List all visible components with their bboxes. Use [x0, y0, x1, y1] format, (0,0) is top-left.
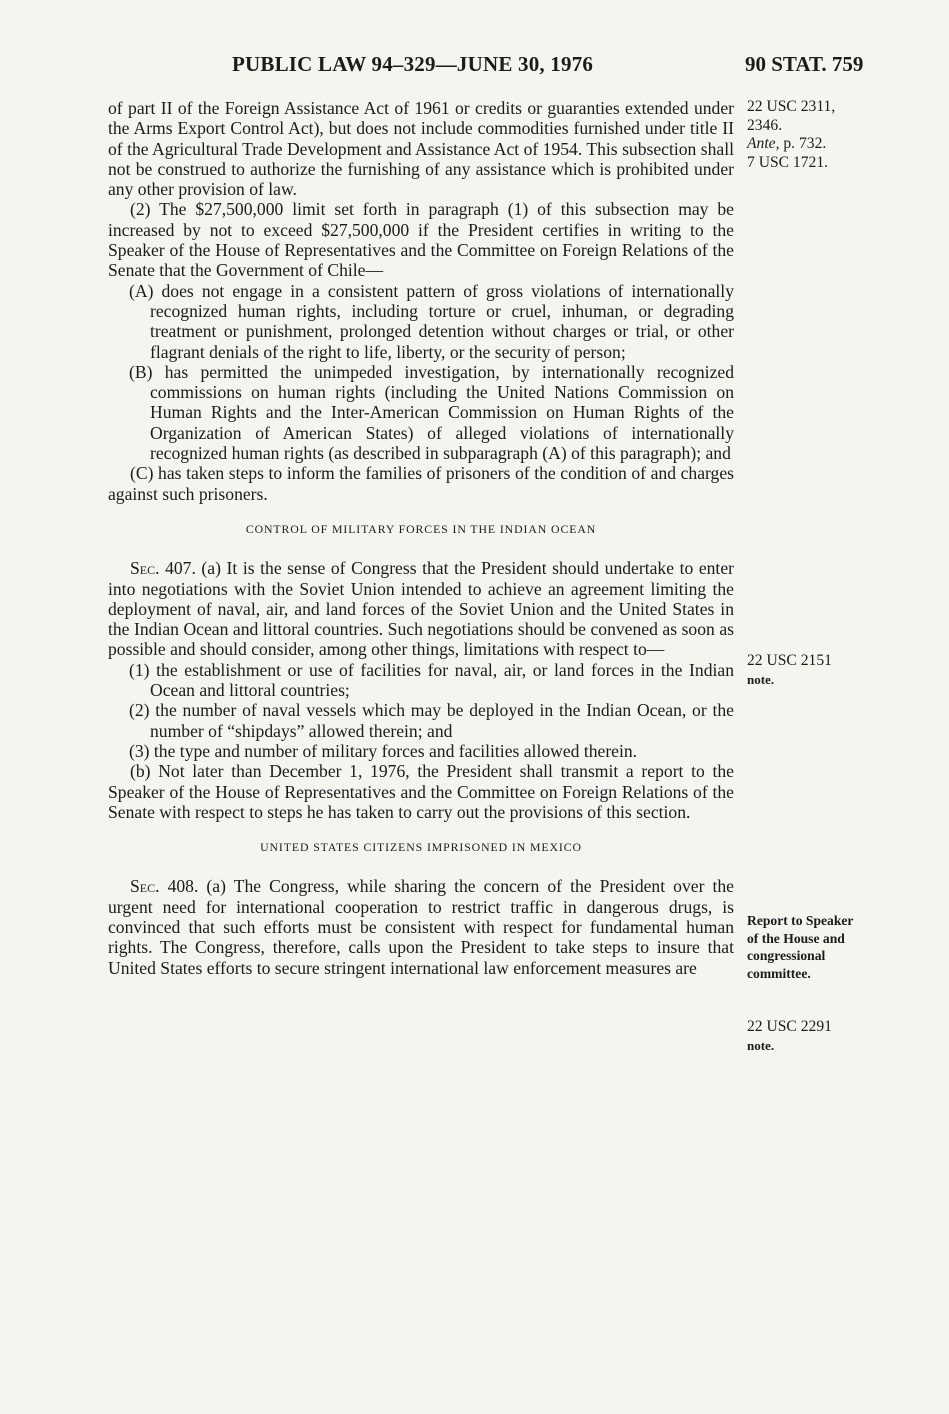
- section-408-a-text: (a) The Congress, while sharing the concern of the President over the urgent need for international cooperation to restrict traffic in dangerous drugs, is convinced that such efforts must be consistent with respect for fundamental human rights. The Congress, therefore, calls upon the President to take steps to insure that United States efforts to secure stringent international law enforcement measures are: [108, 876, 734, 978]
- margin-citation-line: 22 USC 2291: [747, 1018, 832, 1035]
- section-407-label: Sec. 407.: [130, 558, 196, 579]
- section-407-a-text: (a) It is the sense of Congress that the President should undertake to enter into negotiations with the Soviet Union intended to achieve an agreement limiting the deployment of naval, air, and land forces of the Soviet Union and the United States in the Indian Ocean and littoral countries. Such negotiations should be convened as soon as possible and should consider, among other things, limitations with respect to—: [108, 558, 734, 660]
- margin-citation-line: 22 USC 2151: [747, 652, 832, 669]
- continuation-paragraph: of part II of the Foreign Assistance Act of 1961 or credits or guaranties extended under the Arms Export Control Act), but does not include commodities furnished under title II of the Agricultural Trade Development and Assistance Act of 1954. This subsection shall not be construed to authorize the furnishing of any assistance which is prohibited under any other provision of law.: [108, 98, 734, 200]
- section-407-b: (b) Not later than December 1, 1976, the President shall transmit a report to the Speaker of the House of Representatives and the Committee on Foreign Relations of the Senate with respect to steps he has taken to carry out the provisions of this section.: [108, 761, 734, 822]
- section-407-item-1: (1) the establishment or use of facilities for naval, air, or land forces in the Indian Ocean and littoral countries;: [129, 659, 734, 701]
- margin-citation-note: note.: [747, 1037, 775, 1053]
- margin-ante-label: Ante,: [747, 135, 780, 153]
- margin-citation-ante: [747, 135, 835, 154]
- paragraph-2: (2) The $27,500,000 limit set forth in paragraph (1) of this subsection may be increased by not to exceed $27,500,000 if the President certifies in writing to the Speaker of the House of Representatives and the Committee on Foreign Relations of the Senate that the Government of Chile—: [108, 199, 734, 281]
- margin-note-usc-2291: [747, 1018, 832, 1055]
- margin-note-report: Report to Speaker of the House and congressional committee.: [747, 913, 854, 981]
- margin-ante-page: p. 732.: [779, 135, 827, 153]
- section-heading-indian-ocean: CONTROL OF MILITARY FORCES IN THE INDIAN OCEAN: [245, 521, 597, 536]
- section-408-a: [108, 876, 734, 977]
- section-407-item-2: (2) the number of naval vessels which may be deployed in the Indian Ocean, or the number of “shipdays” allowed therein; and: [129, 700, 734, 741]
- subparagraph-c: (C) has taken steps to inform the families of prisoners of the condition of and charges against such prisoners.: [108, 463, 734, 504]
- body-text-column: [108, 98, 734, 978]
- subparagraph-b: (B) has permitted the unimpeded investigation, by internationally recognized commissions on human rights (including the United Nations Commission on Human Rights and the Inter-American Commission on Human Rights of the Organization of American States) of alleged violations of internationally recognized human rights (as described in subparagraph (A) of this paragraph); and: [129, 361, 734, 464]
- header-title: PUBLIC LAW 94–329—JUNE 30, 1976: [232, 52, 594, 76]
- margin-citation-line: 2346.: [747, 116, 783, 134]
- section-408-label: Sec. 408.: [130, 876, 199, 897]
- page-header: [0, 52, 949, 82]
- margin-note-usc-2151: [747, 652, 832, 689]
- section-407-item-3: (3) the type and number of military forces and facilities allowed therein.: [129, 740, 638, 761]
- margin-note-usc-2311: [747, 98, 835, 172]
- section-heading-citizens-mexico: UNITED STATES CITIZENS IMPRISONED IN MEXICO: [260, 840, 582, 855]
- header-stat-citation: 90 STAT. 759: [745, 52, 864, 76]
- margin-citation-line: 22 USC 2311,: [747, 98, 836, 115]
- section-407-a: [108, 558, 734, 659]
- margin-citation-note: note.: [747, 671, 775, 687]
- subparagraph-a: (A) does not engage in a consistent pattern of gross violations of internationally recognized human rights, including torture or cruel, inhuman, or degrading treatment or punishment, prolonged detention without charges or trial, or other flagrant denials of the right to life, liberty, or the security of person;: [129, 280, 734, 362]
- margin-citation-line: 7 USC 1721.: [747, 153, 829, 171]
